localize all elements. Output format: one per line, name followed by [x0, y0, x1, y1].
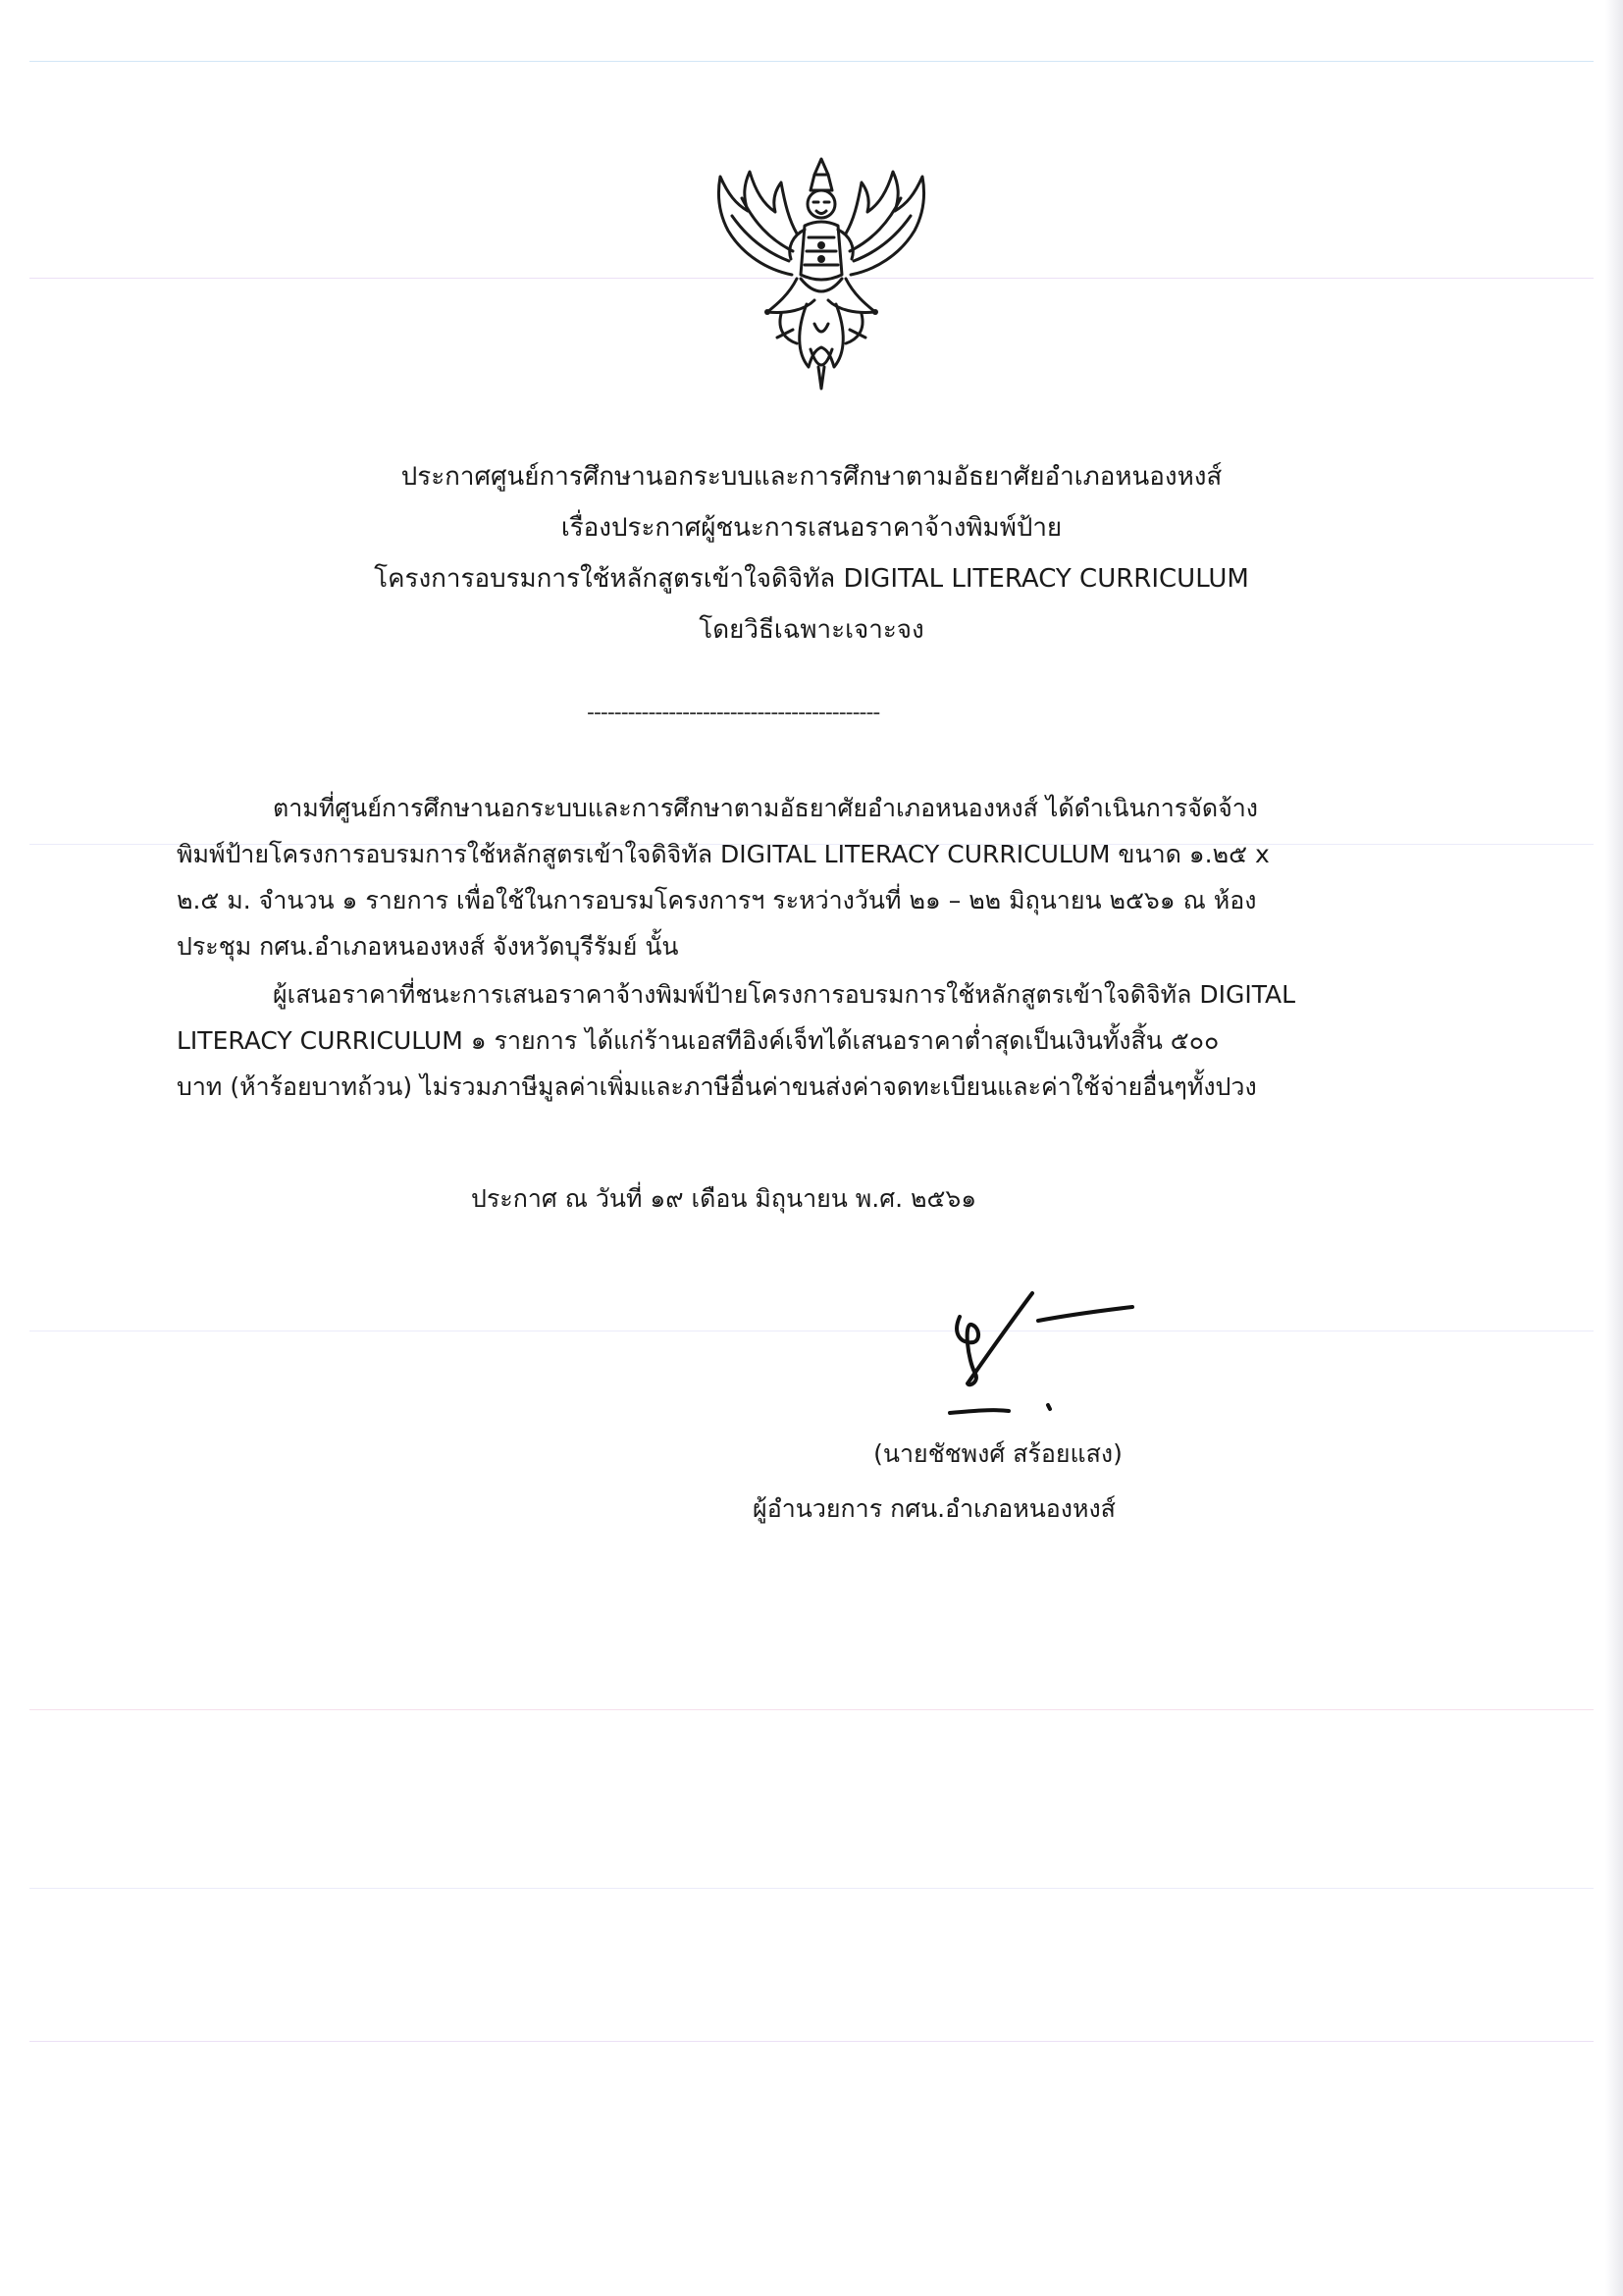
- paragraph-line: ๒.๕ ม. จำนวน ๑ รายการ เพื่อใช้ในการอบรมโครงการฯ ระหว่างวันที่ ๒๑ – ๒๒ มิถุนายน ๒๕๖๑ ณ ห้อง: [177, 886, 1257, 914]
- paragraph-line: ประชุม กศน.อำเภอหนองหงส์ จังหวัดบุรีรัมย์ นั้น: [177, 932, 679, 961]
- paragraph-line: พิมพ์ป้ายโครงการอบรมการใช้หลักสูตรเข้าใจดิจิทัล DIGITAL LITERACY CURRICULUM ขนาด ๑.๒๕ x: [177, 840, 1270, 868]
- subject-line: เรื่องประกาศผู้ชนะการเสนอราคาจ้างพิมพ์ป้าย: [560, 513, 1063, 543]
- signer-position: ผู้อำนวยการ กศน.อำเภอหนองหงส์: [753, 1494, 1116, 1523]
- title-line: ประกาศศูนย์การศึกษานอกระบบและการศึกษาตามอัธยาศัยอำเภอหนองหงส์: [400, 462, 1223, 492]
- method-line: โดยวิธีเฉพาะเจาะจง: [699, 615, 924, 645]
- signer-name: (นายชัชพงศ์ สร้อยแสง): [873, 1439, 1123, 1468]
- document-title: [0, 451, 1623, 655]
- announcement-date: ประกาศ ณ วันที่ ๑๙ เดือน มิถุนายน พ.ศ. ๒๕๖๑: [471, 1184, 977, 1213]
- scan-artifact-line: [29, 61, 1594, 62]
- separator-line: -------------------------------------------: [587, 701, 880, 725]
- signature-mark: [922, 1266, 1158, 1423]
- paragraph-line: LITERACY CURRICULUM ๑ รายการ ได้แก่ร้านเอสทีอิงค์เจ็ทได้เสนอราคาต่ำสุดเป็นเงินทั้งสิ้น ๕๐๐: [177, 1026, 1220, 1055]
- scan-artifact-line: [29, 1709, 1594, 1710]
- scan-artifact-line: [29, 2041, 1594, 2042]
- project-line: โครงการอบรมการใช้หลักสูตรเข้าใจดิจิทัล DIGITAL LITERACY CURRICULUM: [374, 564, 1249, 594]
- paragraph-background: [177, 785, 1423, 969]
- paragraph-winner: [177, 971, 1423, 1110]
- page-edge-shadow: [1605, 0, 1623, 2296]
- garuda-emblem-icon: [699, 157, 944, 392]
- paragraph-line: บาท (ห้าร้อยบาทถ้วน) ไม่รวมภาษีมูลค่าเพิ่มและภาษีอื่นค่าขนส่งค่าจดทะเบียนและค่าใช้จ่ายอื่นๆทั้งปวง: [177, 1072, 1257, 1101]
- scan-artifact-line: [29, 1888, 1594, 1889]
- paragraph-line: ผู้เสนอราคาที่ชนะการเสนอราคาจ้างพิมพ์ป้ายโครงการอบรมการใช้หลักสูตรเข้าใจดิจิทัล DIGITAL: [273, 980, 1296, 1009]
- paragraph-line: ตามที่ศูนย์การศึกษานอกระบบและการศึกษาตามอัธยาศัยอำเภอหนองหงส์ ได้ดำเนินการจัดจ้าง: [273, 794, 1258, 822]
